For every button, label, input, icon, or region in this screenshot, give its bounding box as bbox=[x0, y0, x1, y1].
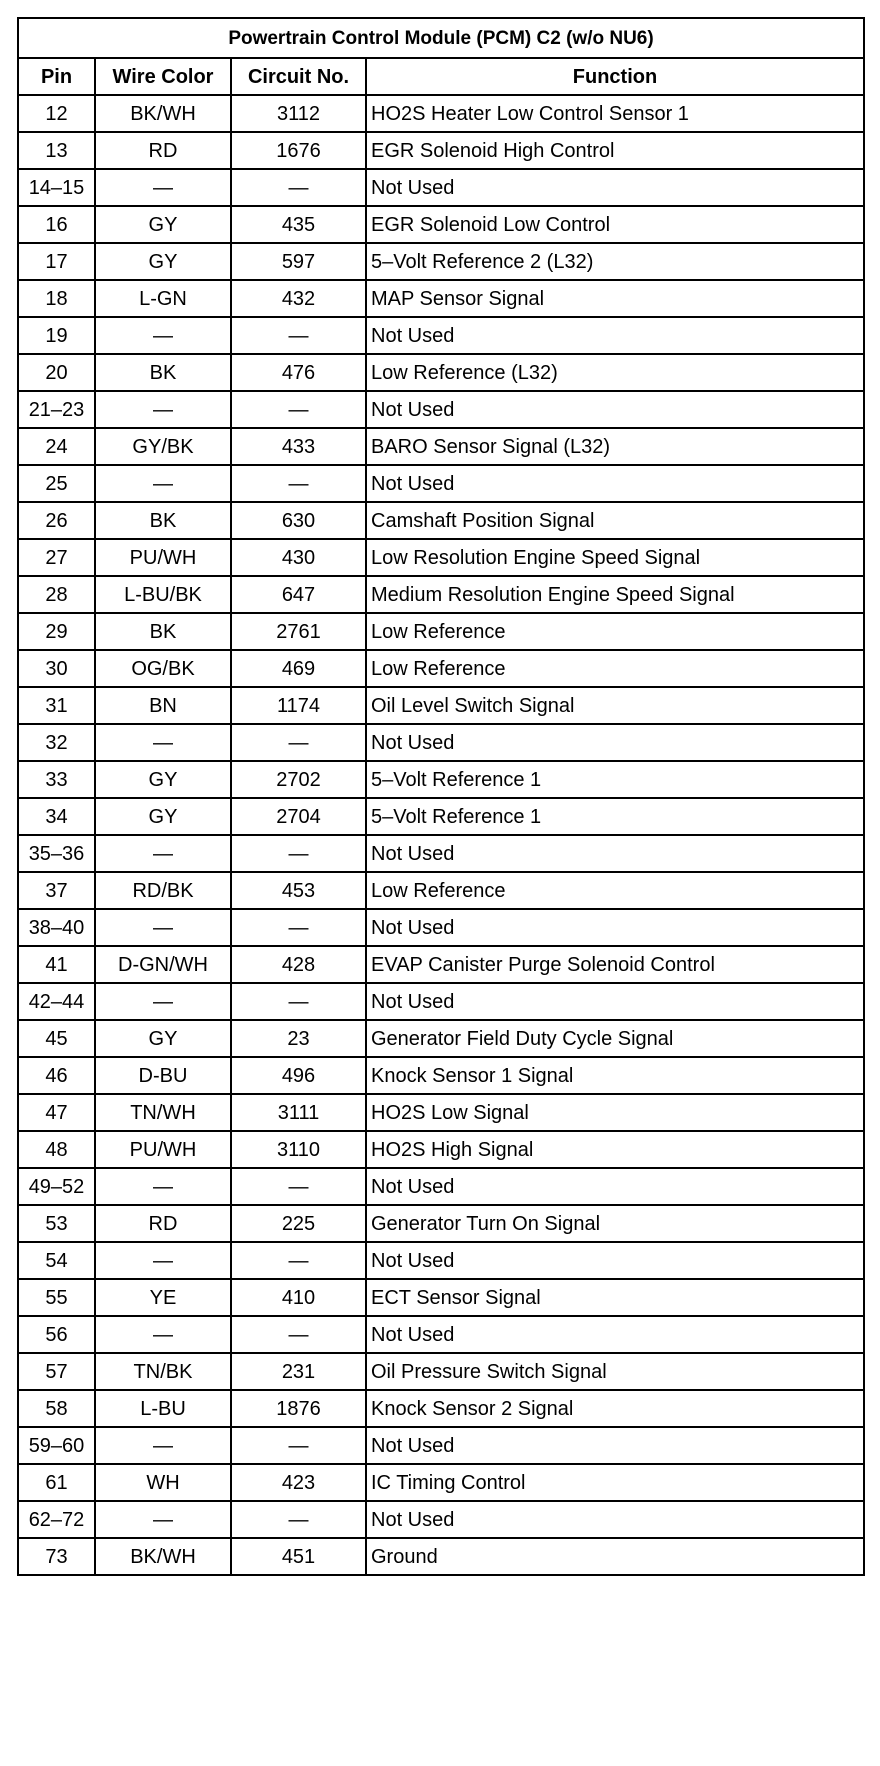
table-row bbox=[18, 280, 864, 317]
table-row bbox=[18, 502, 864, 539]
function-cell: Not Used bbox=[366, 1242, 864, 1279]
function-cell: Generator Field Duty Cycle Signal bbox=[366, 1020, 864, 1057]
connector-table-container bbox=[17, 17, 863, 1576]
function-cell: Low Reference bbox=[366, 872, 864, 909]
function-cell: Not Used bbox=[366, 1427, 864, 1464]
function-cell: 5–Volt Reference 2 (L32) bbox=[366, 243, 864, 280]
wire-color-cell: — bbox=[95, 983, 231, 1020]
circuit-no-cell: 453 bbox=[231, 872, 366, 909]
circuit-no-cell: — bbox=[231, 1316, 366, 1353]
table-row bbox=[18, 687, 864, 724]
table-row bbox=[18, 317, 864, 354]
function-cell: Not Used bbox=[366, 317, 864, 354]
wire-color-cell: RD/BK bbox=[95, 872, 231, 909]
header-wire-color: Wire Color bbox=[95, 58, 231, 95]
function-cell: Ground bbox=[366, 1538, 864, 1575]
table-row bbox=[18, 613, 864, 650]
table-row bbox=[18, 1353, 864, 1390]
wire-color-cell: BK bbox=[95, 613, 231, 650]
pin-cell: 25 bbox=[18, 465, 95, 502]
function-cell: MAP Sensor Signal bbox=[366, 280, 864, 317]
function-cell: IC Timing Control bbox=[366, 1464, 864, 1501]
wire-color-cell: D-BU bbox=[95, 1057, 231, 1094]
wire-color-cell: — bbox=[95, 1427, 231, 1464]
pin-cell: 56 bbox=[18, 1316, 95, 1353]
wire-color-cell: — bbox=[95, 465, 231, 502]
pin-cell: 20 bbox=[18, 354, 95, 391]
circuit-no-cell: — bbox=[231, 317, 366, 354]
function-cell: Not Used bbox=[366, 724, 864, 761]
circuit-no-cell: 2761 bbox=[231, 613, 366, 650]
table-row bbox=[18, 1390, 864, 1427]
wire-color-cell: D-GN/WH bbox=[95, 946, 231, 983]
wire-color-cell: YE bbox=[95, 1279, 231, 1316]
table-row bbox=[18, 946, 864, 983]
pin-cell: 12 bbox=[18, 95, 95, 132]
function-cell: Not Used bbox=[366, 835, 864, 872]
wire-color-cell: RD bbox=[95, 132, 231, 169]
table-row bbox=[18, 428, 864, 465]
circuit-no-cell: 231 bbox=[231, 1353, 366, 1390]
wire-color-cell: — bbox=[95, 724, 231, 761]
function-cell: EGR Solenoid Low Control bbox=[366, 206, 864, 243]
function-cell: HO2S High Signal bbox=[366, 1131, 864, 1168]
table-row bbox=[18, 798, 864, 835]
table-row bbox=[18, 1501, 864, 1538]
function-cell: 5–Volt Reference 1 bbox=[366, 798, 864, 835]
table-row bbox=[18, 1316, 864, 1353]
wire-color-cell: — bbox=[95, 1168, 231, 1205]
wire-color-cell: L-BU/BK bbox=[95, 576, 231, 613]
circuit-no-cell: — bbox=[231, 391, 366, 428]
circuit-no-cell: 2704 bbox=[231, 798, 366, 835]
table-row bbox=[18, 391, 864, 428]
table-row bbox=[18, 1242, 864, 1279]
pin-cell: 30 bbox=[18, 650, 95, 687]
wire-color-cell: — bbox=[95, 1242, 231, 1279]
circuit-no-cell: — bbox=[231, 835, 366, 872]
wire-color-cell: RD bbox=[95, 1205, 231, 1242]
circuit-no-cell: 1174 bbox=[231, 687, 366, 724]
pin-cell: 33 bbox=[18, 761, 95, 798]
wire-color-cell: GY bbox=[95, 1020, 231, 1057]
circuit-no-cell: 451 bbox=[231, 1538, 366, 1575]
wire-color-cell: — bbox=[95, 1316, 231, 1353]
function-cell: Not Used bbox=[366, 1168, 864, 1205]
table-row bbox=[18, 1020, 864, 1057]
wire-color-cell: TN/WH bbox=[95, 1094, 231, 1131]
circuit-no-cell: 225 bbox=[231, 1205, 366, 1242]
wire-color-cell: — bbox=[95, 835, 231, 872]
table-row bbox=[18, 539, 864, 576]
wire-color-cell: BK/WH bbox=[95, 95, 231, 132]
function-cell: BARO Sensor Signal (L32) bbox=[366, 428, 864, 465]
pcm-connector-table bbox=[17, 17, 865, 1576]
pin-cell: 55 bbox=[18, 1279, 95, 1316]
pin-cell: 46 bbox=[18, 1057, 95, 1094]
wire-color-cell: L-BU bbox=[95, 1390, 231, 1427]
pin-cell: 35–36 bbox=[18, 835, 95, 872]
table-row bbox=[18, 1205, 864, 1242]
function-cell: Low Resolution Engine Speed Signal bbox=[366, 539, 864, 576]
header-circuit-no: Circuit No. bbox=[231, 58, 366, 95]
pin-cell: 18 bbox=[18, 280, 95, 317]
circuit-no-cell: 597 bbox=[231, 243, 366, 280]
function-cell: HO2S Low Signal bbox=[366, 1094, 864, 1131]
pin-cell: 19 bbox=[18, 317, 95, 354]
pin-cell: 26 bbox=[18, 502, 95, 539]
function-cell: HO2S Heater Low Control Sensor 1 bbox=[366, 95, 864, 132]
pin-cell: 48 bbox=[18, 1131, 95, 1168]
table-row bbox=[18, 724, 864, 761]
table-row bbox=[18, 1538, 864, 1575]
pin-cell: 16 bbox=[18, 206, 95, 243]
function-cell: 5–Volt Reference 1 bbox=[366, 761, 864, 798]
pin-cell: 21–23 bbox=[18, 391, 95, 428]
pin-cell: 13 bbox=[18, 132, 95, 169]
circuit-no-cell: 433 bbox=[231, 428, 366, 465]
pin-cell: 17 bbox=[18, 243, 95, 280]
table-row bbox=[18, 169, 864, 206]
table-row bbox=[18, 354, 864, 391]
pin-cell: 47 bbox=[18, 1094, 95, 1131]
pin-cell: 14–15 bbox=[18, 169, 95, 206]
wire-color-cell: BK bbox=[95, 354, 231, 391]
function-cell: Not Used bbox=[366, 391, 864, 428]
function-cell: Oil Level Switch Signal bbox=[366, 687, 864, 724]
wire-color-cell: BN bbox=[95, 687, 231, 724]
wire-color-cell: L-GN bbox=[95, 280, 231, 317]
pin-cell: 29 bbox=[18, 613, 95, 650]
wire-color-cell: PU/WH bbox=[95, 539, 231, 576]
wire-color-cell: GY bbox=[95, 243, 231, 280]
pin-cell: 27 bbox=[18, 539, 95, 576]
wire-color-cell: GY bbox=[95, 206, 231, 243]
circuit-no-cell: — bbox=[231, 169, 366, 206]
circuit-no-cell: 3110 bbox=[231, 1131, 366, 1168]
table-row bbox=[18, 465, 864, 502]
function-cell: Medium Resolution Engine Speed Signal bbox=[366, 576, 864, 613]
circuit-no-cell: 430 bbox=[231, 539, 366, 576]
circuit-no-cell: — bbox=[231, 983, 366, 1020]
pin-cell: 37 bbox=[18, 872, 95, 909]
wire-color-cell: — bbox=[95, 909, 231, 946]
wire-color-cell: — bbox=[95, 317, 231, 354]
circuit-no-cell: — bbox=[231, 1242, 366, 1279]
function-cell: Not Used bbox=[366, 909, 864, 946]
function-cell: Low Reference bbox=[366, 613, 864, 650]
function-cell: Camshaft Position Signal bbox=[366, 502, 864, 539]
circuit-no-cell: 1876 bbox=[231, 1390, 366, 1427]
table-row bbox=[18, 1464, 864, 1501]
circuit-no-cell: 410 bbox=[231, 1279, 366, 1316]
function-cell: Knock Sensor 1 Signal bbox=[366, 1057, 864, 1094]
function-cell: Knock Sensor 2 Signal bbox=[366, 1390, 864, 1427]
circuit-no-cell: 428 bbox=[231, 946, 366, 983]
pin-cell: 62–72 bbox=[18, 1501, 95, 1538]
table-row bbox=[18, 243, 864, 280]
circuit-no-cell: 3112 bbox=[231, 95, 366, 132]
circuit-no-cell: 630 bbox=[231, 502, 366, 539]
table-row bbox=[18, 835, 864, 872]
function-cell: EGR Solenoid High Control bbox=[366, 132, 864, 169]
pin-cell: 28 bbox=[18, 576, 95, 613]
circuit-no-cell: — bbox=[231, 724, 366, 761]
function-cell: Not Used bbox=[366, 465, 864, 502]
table-row bbox=[18, 650, 864, 687]
header-row bbox=[18, 58, 864, 95]
wire-color-cell: PU/WH bbox=[95, 1131, 231, 1168]
pin-cell: 59–60 bbox=[18, 1427, 95, 1464]
table-title: Powertrain Control Module (PCM) C2 (w/o NU6) bbox=[18, 18, 864, 58]
function-cell: Not Used bbox=[366, 169, 864, 206]
table-row bbox=[18, 1057, 864, 1094]
function-cell: Not Used bbox=[366, 1316, 864, 1353]
circuit-no-cell: 432 bbox=[231, 280, 366, 317]
circuit-no-cell: 469 bbox=[231, 650, 366, 687]
table-row bbox=[18, 206, 864, 243]
header-pin: Pin bbox=[18, 58, 95, 95]
wire-color-cell: TN/BK bbox=[95, 1353, 231, 1390]
pin-cell: 41 bbox=[18, 946, 95, 983]
pin-cell: 45 bbox=[18, 1020, 95, 1057]
table-row bbox=[18, 1131, 864, 1168]
pin-cell: 24 bbox=[18, 428, 95, 465]
circuit-no-cell: — bbox=[231, 1168, 366, 1205]
circuit-no-cell: 23 bbox=[231, 1020, 366, 1057]
wire-color-cell: WH bbox=[95, 1464, 231, 1501]
pin-cell: 53 bbox=[18, 1205, 95, 1242]
circuit-no-cell: — bbox=[231, 1501, 366, 1538]
wire-color-cell: BK/WH bbox=[95, 1538, 231, 1575]
pin-cell: 34 bbox=[18, 798, 95, 835]
function-cell: Low Reference bbox=[366, 650, 864, 687]
wire-color-cell: — bbox=[95, 169, 231, 206]
function-cell: Generator Turn On Signal bbox=[366, 1205, 864, 1242]
circuit-no-cell: 1676 bbox=[231, 132, 366, 169]
function-cell: ECT Sensor Signal bbox=[366, 1279, 864, 1316]
function-cell: Not Used bbox=[366, 983, 864, 1020]
circuit-no-cell: 3111 bbox=[231, 1094, 366, 1131]
circuit-no-cell: 476 bbox=[231, 354, 366, 391]
wire-color-cell: — bbox=[95, 1501, 231, 1538]
wire-color-cell: GY/BK bbox=[95, 428, 231, 465]
circuit-no-cell: — bbox=[231, 909, 366, 946]
circuit-no-cell: 2702 bbox=[231, 761, 366, 798]
function-cell: Not Used bbox=[366, 1501, 864, 1538]
function-cell: Oil Pressure Switch Signal bbox=[366, 1353, 864, 1390]
circuit-no-cell: 423 bbox=[231, 1464, 366, 1501]
function-cell: EVAP Canister Purge Solenoid Control bbox=[366, 946, 864, 983]
circuit-no-cell: — bbox=[231, 465, 366, 502]
circuit-no-cell: 496 bbox=[231, 1057, 366, 1094]
wire-color-cell: — bbox=[95, 391, 231, 428]
circuit-no-cell: 647 bbox=[231, 576, 366, 613]
header-function: Function bbox=[366, 58, 864, 95]
table-row bbox=[18, 1168, 864, 1205]
pin-cell: 31 bbox=[18, 687, 95, 724]
table-row bbox=[18, 1427, 864, 1464]
pin-cell: 61 bbox=[18, 1464, 95, 1501]
function-cell: Low Reference (L32) bbox=[366, 354, 864, 391]
circuit-no-cell: 435 bbox=[231, 206, 366, 243]
table-row bbox=[18, 95, 864, 132]
table-row bbox=[18, 909, 864, 946]
pin-cell: 57 bbox=[18, 1353, 95, 1390]
title-row bbox=[18, 18, 864, 58]
pin-cell: 58 bbox=[18, 1390, 95, 1427]
table-row bbox=[18, 983, 864, 1020]
wire-color-cell: OG/BK bbox=[95, 650, 231, 687]
wire-color-cell: GY bbox=[95, 761, 231, 798]
circuit-no-cell: — bbox=[231, 1427, 366, 1464]
table-row bbox=[18, 1279, 864, 1316]
table-row bbox=[18, 761, 864, 798]
wire-color-cell: BK bbox=[95, 502, 231, 539]
pin-cell: 32 bbox=[18, 724, 95, 761]
table-body bbox=[18, 95, 864, 1575]
table-row bbox=[18, 576, 864, 613]
pin-cell: 38–40 bbox=[18, 909, 95, 946]
table-row bbox=[18, 132, 864, 169]
table-row bbox=[18, 1094, 864, 1131]
pin-cell: 73 bbox=[18, 1538, 95, 1575]
pin-cell: 54 bbox=[18, 1242, 95, 1279]
pin-cell: 49–52 bbox=[18, 1168, 95, 1205]
pin-cell: 42–44 bbox=[18, 983, 95, 1020]
wire-color-cell: GY bbox=[95, 798, 231, 835]
table-row bbox=[18, 872, 864, 909]
